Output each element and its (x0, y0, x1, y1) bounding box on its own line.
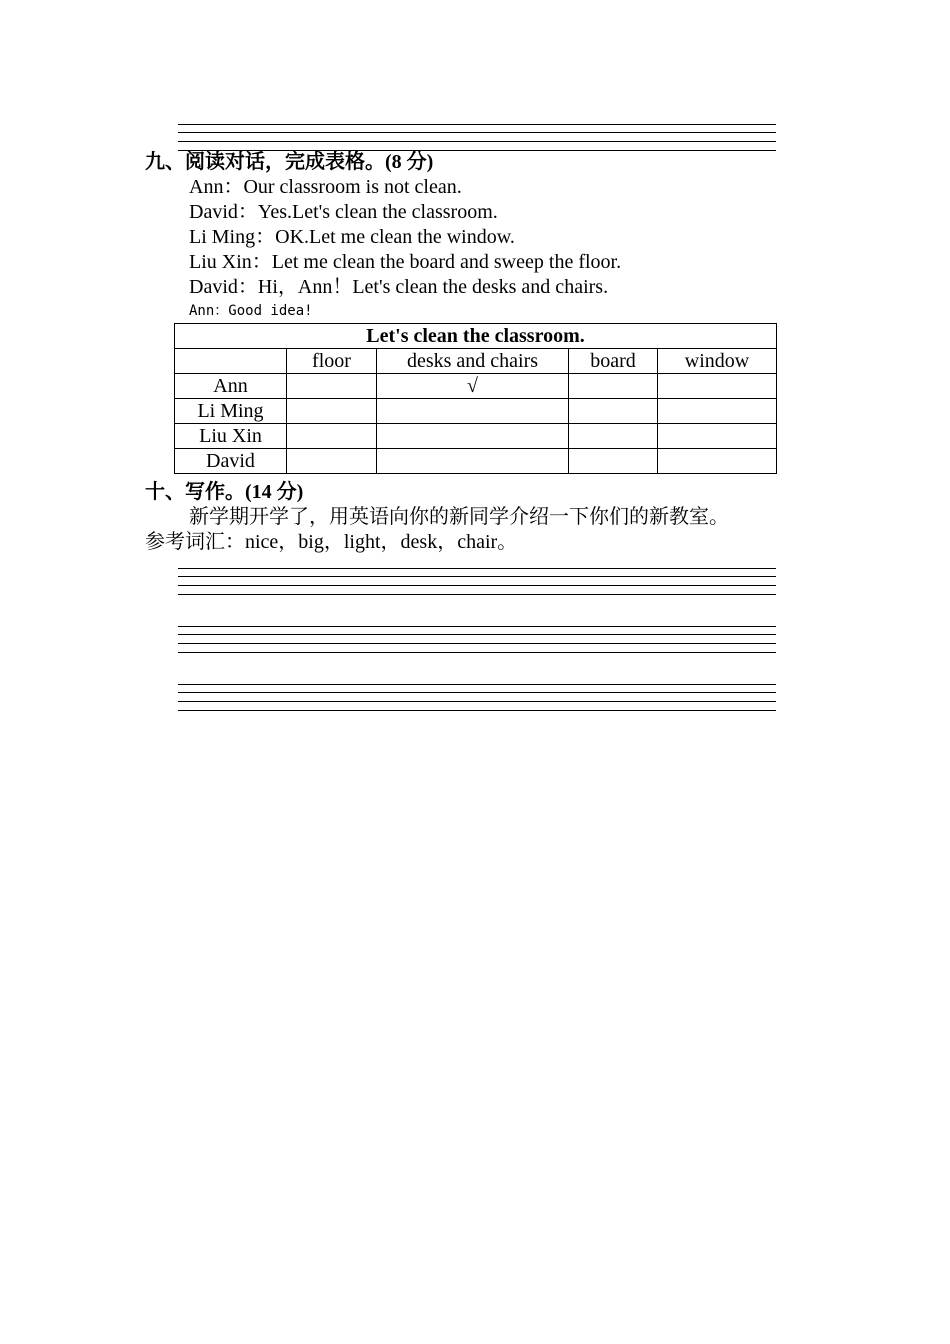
table-cell[interactable] (377, 424, 569, 449)
table-row (175, 449, 777, 474)
dialog-text: Let me clean the board and sweep the floor. (271, 251, 622, 273)
dialog-text: OK.Let me clean the window. (275, 226, 515, 248)
table-header-cell: desks and chairs (377, 349, 569, 374)
table-cell-name: Ann (175, 374, 287, 399)
table-header-row (175, 349, 777, 374)
dialog-line-3 (189, 225, 515, 249)
table-cell[interactable] (287, 399, 377, 424)
table-cell[interactable] (569, 399, 658, 424)
table-cell-checkmark[interactable]: √ (377, 374, 569, 399)
table-cell[interactable] (377, 449, 569, 474)
dialog-text: Our classroom is not clean. (243, 176, 462, 198)
table-cell[interactable] (569, 374, 658, 399)
table-cell[interactable] (287, 449, 377, 474)
table-row (175, 399, 777, 424)
table-cell[interactable] (658, 399, 777, 424)
table-title-row (175, 324, 777, 349)
dialog-line-6: Ann：Good idea! (189, 303, 313, 319)
dialog-speaker: David： (189, 276, 258, 298)
section-10-score: (14 分) (245, 481, 304, 503)
dialog-line-1 (189, 175, 462, 199)
section-9-title: 九、阅读对话，完成表格。 (145, 149, 385, 173)
table-header-cell: floor (287, 349, 377, 374)
table-header-cell (175, 349, 287, 374)
writing-lines-3[interactable] (178, 684, 776, 712)
vocab-label: 参考词汇： (145, 529, 245, 553)
vocab-words: nice，big，light，desk，chair。 (245, 531, 518, 553)
dialog-line-2 (189, 200, 498, 224)
table-header-cell: board (569, 349, 658, 374)
cleaning-table (174, 323, 777, 474)
table-cell-name: Li Ming (175, 399, 287, 424)
table-cell[interactable] (569, 424, 658, 449)
dialog-speaker: Li Ming： (189, 226, 276, 248)
table-header-cell: window (658, 349, 777, 374)
table-cell[interactable] (287, 424, 377, 449)
dialog-line-5 (189, 275, 608, 299)
table-cell[interactable] (287, 374, 377, 399)
table-title: Let's clean the classroom. (175, 324, 777, 349)
dialog-speaker: Liu Xin： (189, 251, 272, 273)
writing-lines-1[interactable] (178, 568, 776, 596)
table-cell-name: Liu Xin (175, 424, 287, 449)
writing-lines-top (178, 124, 776, 152)
dialog-speaker: Ann： (189, 176, 244, 198)
table-cell[interactable] (377, 399, 569, 424)
dialog-text: Hi，Ann！Let's clean the desks and chairs. (257, 276, 609, 298)
section-10-heading (145, 479, 303, 504)
section-10-title: 十、写作。 (145, 479, 245, 503)
dialog-text: Yes.Let's clean the classroom. (257, 201, 498, 223)
table-row (175, 424, 777, 449)
writing-instruction: 新学期开学了，用英语向你的新同学介绍一下你们的新教室。 (189, 504, 729, 528)
table-cell[interactable] (658, 424, 777, 449)
table-cell[interactable] (658, 374, 777, 399)
table-row (175, 374, 777, 399)
table-cell[interactable] (569, 449, 658, 474)
section-9-score: (8 分) (385, 151, 434, 173)
table-cell[interactable] (658, 449, 777, 474)
dialog-speaker: David： (189, 201, 258, 223)
section-9-heading (145, 149, 433, 174)
vocab-line (145, 529, 517, 554)
writing-lines-2[interactable] (178, 626, 776, 654)
dialog-line-4 (189, 250, 621, 274)
table-cell-name: David (175, 449, 287, 474)
